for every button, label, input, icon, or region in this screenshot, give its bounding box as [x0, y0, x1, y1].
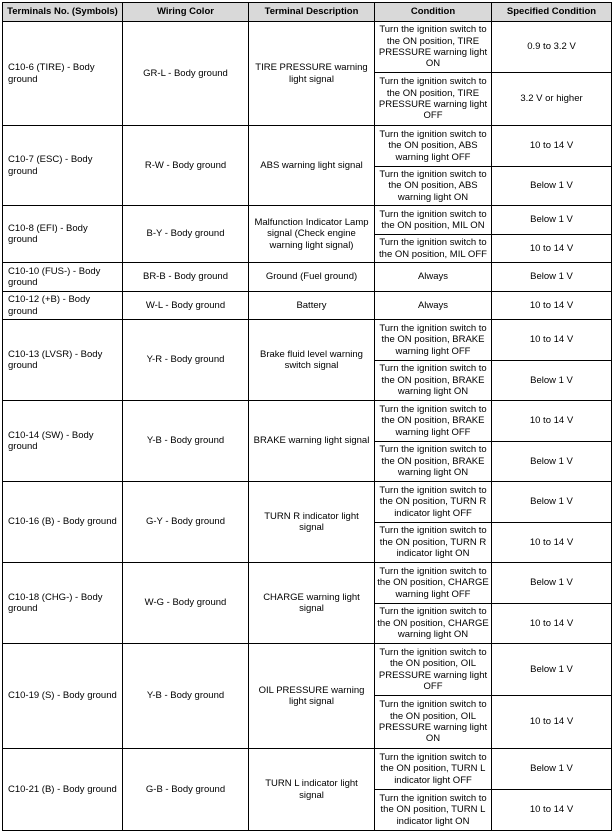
terminal-description-cell: TURN R indicator light signal [249, 482, 375, 563]
specified-condition-cell: Below 1 V [492, 482, 612, 523]
table-row [3, 482, 612, 523]
header-condition: Condition [375, 3, 492, 22]
condition-cell: Turn the ignition switch to the ON position, OIL PRESSURE warning light OFF [375, 644, 492, 696]
specified-condition-cell: 10 to 14 V [492, 696, 612, 749]
specified-condition-cell: Below 1 V [492, 442, 612, 482]
header-terminals: Terminals No. (Symbols) [3, 3, 123, 22]
wiring-color-cell: BR-B - Body ground [123, 263, 249, 292]
terminal-cell: C10-21 (B) - Body ground [3, 749, 123, 831]
condition-cell: Turn the ignition switch to the ON position, CHARGE warning light OFF [375, 563, 492, 604]
header-wiring-color: Wiring Color [123, 3, 249, 22]
condition-cell: Turn the ignition switch to the ON position, TIRE PRESSURE warning light ON [375, 22, 492, 73]
terminal-cell: C10-7 (ESC) - Body ground [3, 126, 123, 206]
terminal-cell: C10-19 (S) - Body ground [3, 644, 123, 749]
wiring-color-cell: B-Y - Body ground [123, 206, 249, 263]
condition-cell: Turn the ignition switch to the ON position, BRAKE warning light ON [375, 361, 492, 401]
specified-condition-cell: 10 to 14 V [492, 292, 612, 320]
condition-cell: Turn the ignition switch to the ON position, TURN L indicator light ON [375, 790, 492, 831]
terminal-description-cell: OIL PRESSURE warning light signal [249, 644, 375, 749]
terminal-description-cell: Battery [249, 292, 375, 320]
condition-cell: Turn the ignition switch to the ON position, ABS warning light ON [375, 167, 492, 206]
condition-cell: Turn the ignition switch to the ON position, ABS warning light OFF [375, 126, 492, 167]
terminal-spec-table [2, 2, 612, 831]
terminal-description-cell: CHARGE warning light signal [249, 563, 375, 644]
condition-cell: Turn the ignition switch to the ON position, MIL ON [375, 206, 492, 235]
wiring-color-cell: W-L - Body ground [123, 292, 249, 320]
header-specified-condition: Specified Condition [492, 3, 612, 22]
terminal-description-cell: Brake fluid level warning switch signal [249, 320, 375, 401]
specified-condition-cell: 10 to 14 V [492, 235, 612, 263]
terminal-cell: C10-8 (EFI) - Body ground [3, 206, 123, 263]
terminal-cell: C10-12 (+B) - Body ground [3, 292, 123, 320]
specified-condition-cell: 3.2 V or higher [492, 73, 612, 126]
wiring-color-cell: GR-L - Body ground [123, 22, 249, 126]
terminal-description-cell: Ground (Fuel ground) [249, 263, 375, 292]
specified-condition-cell: 10 to 14 V [492, 320, 612, 361]
specified-condition-cell: Below 1 V [492, 206, 612, 235]
condition-cell: Turn the ignition switch to the ON position, BRAKE warning light OFF [375, 320, 492, 361]
condition-cell: Turn the ignition switch to the ON position, TURN R indicator light OFF [375, 482, 492, 523]
specified-condition-cell: 10 to 14 V [492, 790, 612, 831]
condition-cell: Turn the ignition switch to the ON position, TURN L indicator light OFF [375, 749, 492, 790]
terminal-cell: C10-14 (SW) - Body ground [3, 401, 123, 482]
terminal-cell: C10-16 (B) - Body ground [3, 482, 123, 563]
condition-cell: Turn the ignition switch to the ON position, CHARGE warning light ON [375, 604, 492, 644]
specified-condition-cell: Below 1 V [492, 263, 612, 292]
terminal-description-cell: Malfunction Indicator Lamp signal (Check engine warning light signal) [249, 206, 375, 263]
terminal-cell: C10-13 (LVSR) - Body ground [3, 320, 123, 401]
table-row [3, 563, 612, 604]
specified-condition-cell: 0.9 to 3.2 V [492, 22, 612, 73]
specified-condition-cell: Below 1 V [492, 749, 612, 790]
wiring-color-cell: Y-B - Body ground [123, 644, 249, 749]
wiring-color-cell: Y-R - Body ground [123, 320, 249, 401]
condition-cell: Always [375, 263, 492, 292]
specified-condition-cell: 10 to 14 V [492, 401, 612, 442]
header-terminal-description: Terminal Description [249, 3, 375, 22]
condition-cell: Always [375, 292, 492, 320]
terminal-description-cell: BRAKE warning light signal [249, 401, 375, 482]
specified-condition-cell: Below 1 V [492, 361, 612, 401]
specified-condition-cell: Below 1 V [492, 167, 612, 206]
wiring-color-cell: W-G - Body ground [123, 563, 249, 644]
wiring-color-cell: G-B - Body ground [123, 749, 249, 831]
terminal-description-cell: ABS warning light signal [249, 126, 375, 206]
terminal-cell: C10-18 (CHG-) - Body ground [3, 563, 123, 644]
table-row [3, 263, 612, 292]
table-row [3, 206, 612, 235]
wiring-color-cell: R-W - Body ground [123, 126, 249, 206]
wiring-color-cell: G-Y - Body ground [123, 482, 249, 563]
specified-condition-cell: 10 to 14 V [492, 604, 612, 644]
table-row [3, 320, 612, 361]
condition-cell: Turn the ignition switch to the ON position, BRAKE warning light ON [375, 442, 492, 482]
specified-condition-cell: Below 1 V [492, 563, 612, 604]
terminal-description-cell: TIRE PRESSURE warning light signal [249, 22, 375, 126]
condition-cell: Turn the ignition switch to the ON position, OIL PRESSURE warning light ON [375, 696, 492, 749]
table-row [3, 749, 612, 790]
condition-cell: Turn the ignition switch to the ON position, TURN R indicator light ON [375, 523, 492, 563]
wiring-color-cell: Y-B - Body ground [123, 401, 249, 482]
table-row [3, 644, 612, 696]
table-row [3, 292, 612, 320]
terminal-cell: C10-10 (FUS-) - Body ground [3, 263, 123, 292]
specified-condition-cell: Below 1 V [492, 644, 612, 696]
specified-condition-cell: 10 to 14 V [492, 523, 612, 563]
header-row [3, 3, 612, 22]
table-row [3, 22, 612, 73]
condition-cell: Turn the ignition switch to the ON position, TIRE PRESSURE warning light OFF [375, 73, 492, 126]
terminal-cell: C10-6 (TIRE) - Body ground [3, 22, 123, 126]
terminal-description-cell: TURN L indicator light signal [249, 749, 375, 831]
condition-cell: Turn the ignition switch to the ON position, MIL OFF [375, 235, 492, 263]
condition-cell: Turn the ignition switch to the ON position, BRAKE warning light OFF [375, 401, 492, 442]
table-row [3, 126, 612, 167]
specified-condition-cell: 10 to 14 V [492, 126, 612, 167]
table-row [3, 401, 612, 442]
